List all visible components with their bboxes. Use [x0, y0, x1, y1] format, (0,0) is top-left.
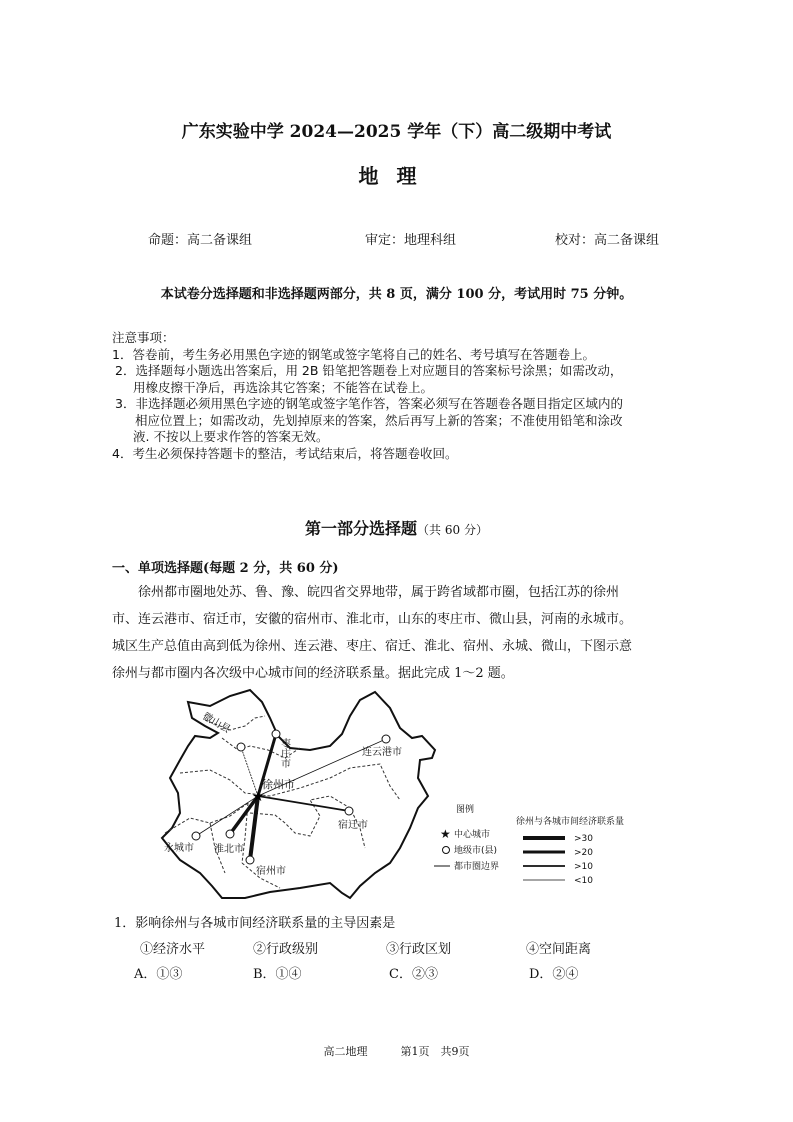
note-line: 用橡皮擦干净后，再选涂其它答案；不能答在试卷上。 — [133, 379, 434, 395]
passage-line: 城区生产总值由高到低为徐州、连云港、枣庄、宿迁、淮北、宿州、永城、微山，下图示意 — [112, 639, 633, 654]
city-marker-zaozhuang — [272, 730, 280, 738]
label-suqian: 宿迁市 — [338, 820, 368, 831]
legend-boundary: 都市圈边界 — [454, 862, 500, 872]
legend-title: 图例 — [456, 805, 475, 815]
q1-item: ②行政级别 — [253, 942, 319, 957]
part1-title — [0, 516, 793, 539]
part1-title-text: 第一部分选择题 — [305, 519, 418, 538]
label-suzhou: 宿州市 — [256, 866, 286, 877]
city-marker-yongcheng — [192, 832, 200, 840]
reviewer: 审定：地理科组 — [365, 233, 457, 248]
page-footer: 高二地理 第1页 共9页 — [323, 1045, 470, 1058]
link-yongcheng — [196, 796, 258, 836]
question-1-stem: 1．影响徐州与各城市间经济联系量的主导因素是 — [114, 916, 396, 931]
passage-line: 徐州都市圈地处苏、鲁、豫、皖四省交界地带，属于跨省域都市圈，包括江苏的徐州 — [138, 585, 620, 600]
xuzhou-metro-map — [150, 688, 720, 903]
legend-level: <10 — [574, 876, 593, 886]
map-legend — [434, 803, 624, 886]
q1-option-a[interactable]: A．①③ — [134, 967, 183, 982]
label-lianyungang: 连云港市 — [362, 747, 402, 758]
notes-heading: 注意事项： — [112, 330, 175, 345]
label-yongcheng: 永城市 — [164, 843, 194, 854]
q1-item: ④空间距离 — [526, 942, 592, 957]
exam-intro: 本试卷分选择题和非选择题两部分，共 8 页，满分 100 分，考试用时 75 分钟。 — [160, 287, 633, 302]
star-icon: ★ — [251, 789, 265, 805]
subject-title: 地理 — [358, 164, 435, 188]
proofreader: 校对：高二备课组 — [555, 233, 660, 248]
passage — [112, 579, 692, 687]
link-suqian — [258, 796, 349, 811]
q1-option-d[interactable]: D．②④ — [529, 967, 579, 982]
city-marker-huaibei — [226, 830, 234, 838]
legend-center-city: 中心城市 — [454, 830, 491, 840]
city-marker-weishan — [237, 743, 245, 751]
city-marker-suzhou — [246, 856, 254, 864]
passage-line: 市、连云港市、宿迁市，安徽的宿州市、淮北市，山东的枣庄市、微山县，河南的永城市。 — [112, 612, 633, 627]
part1-score: （共 60 分） — [417, 523, 488, 537]
label-xuzhou: 徐州市 — [262, 778, 295, 791]
section-heading: 一、单项选择题(每题 2 分，共 60 分) — [112, 561, 339, 576]
economic-links — [196, 734, 386, 860]
note-line: 1．答卷前，考生务必用黑色字迹的钢笔或签字笔将自己的姓名、考号填写在答题卷上。 — [112, 346, 595, 362]
label-weishan: 微山县 — [200, 711, 232, 736]
q1-item: ③行政区划 — [386, 942, 452, 957]
note-line: 液. 不按以上要求作答的答案无效。 — [133, 429, 329, 444]
proposer: 命题：高二备课组 — [148, 233, 253, 248]
passage-line: 徐州与都市圈内各次级中心城市间的经济联系量。据此完成 1～2 题。 — [112, 666, 514, 681]
legend-link-title: 徐州与各城市间经济联系量 — [516, 817, 625, 827]
q1-item: ①经济水平 — [140, 942, 206, 957]
label-zaozhuang: 枣庄市 — [278, 738, 290, 768]
legend-circle-icon — [443, 847, 450, 854]
legend-prefecture: 地级市(县) — [454, 846, 498, 856]
legend-level: >10 — [574, 862, 593, 872]
q1-option-c[interactable]: C．②③ — [389, 967, 438, 982]
legend-level: >30 — [574, 834, 593, 844]
note-line: 2．选择题每小题选出答案后，用 2B 铅笔把答题卷上对应题目的答案标号涂黑；如需改动， — [115, 363, 623, 378]
legend-star-icon: ★ — [440, 827, 451, 841]
note-line: 4．考生必须保持答题卡的整洁，考试结束后，将答题卷收回。 — [112, 445, 458, 461]
city-marker-suqian — [345, 807, 353, 815]
q1-option-b[interactable]: B．①④ — [253, 967, 302, 982]
legend-level: >20 — [574, 848, 593, 858]
notes — [112, 330, 623, 462]
exam-title: 广东实验中学 2024—2025 学年（下）高二级期中考试 — [181, 122, 612, 142]
label-huaibei: 淮北市 — [214, 844, 244, 855]
city-marker-lianyungang — [382, 735, 390, 743]
note-line: 相应位置上；如需改动，先划掉原来的答案，然后再写上新的答案；不准使用铅笔和涂改 — [135, 412, 623, 428]
note-line: 3．非选择题必须用黑色字迹的钢笔或签字笔作答，答案必须写在答题卷各题目指定区域内的 — [115, 396, 623, 411]
